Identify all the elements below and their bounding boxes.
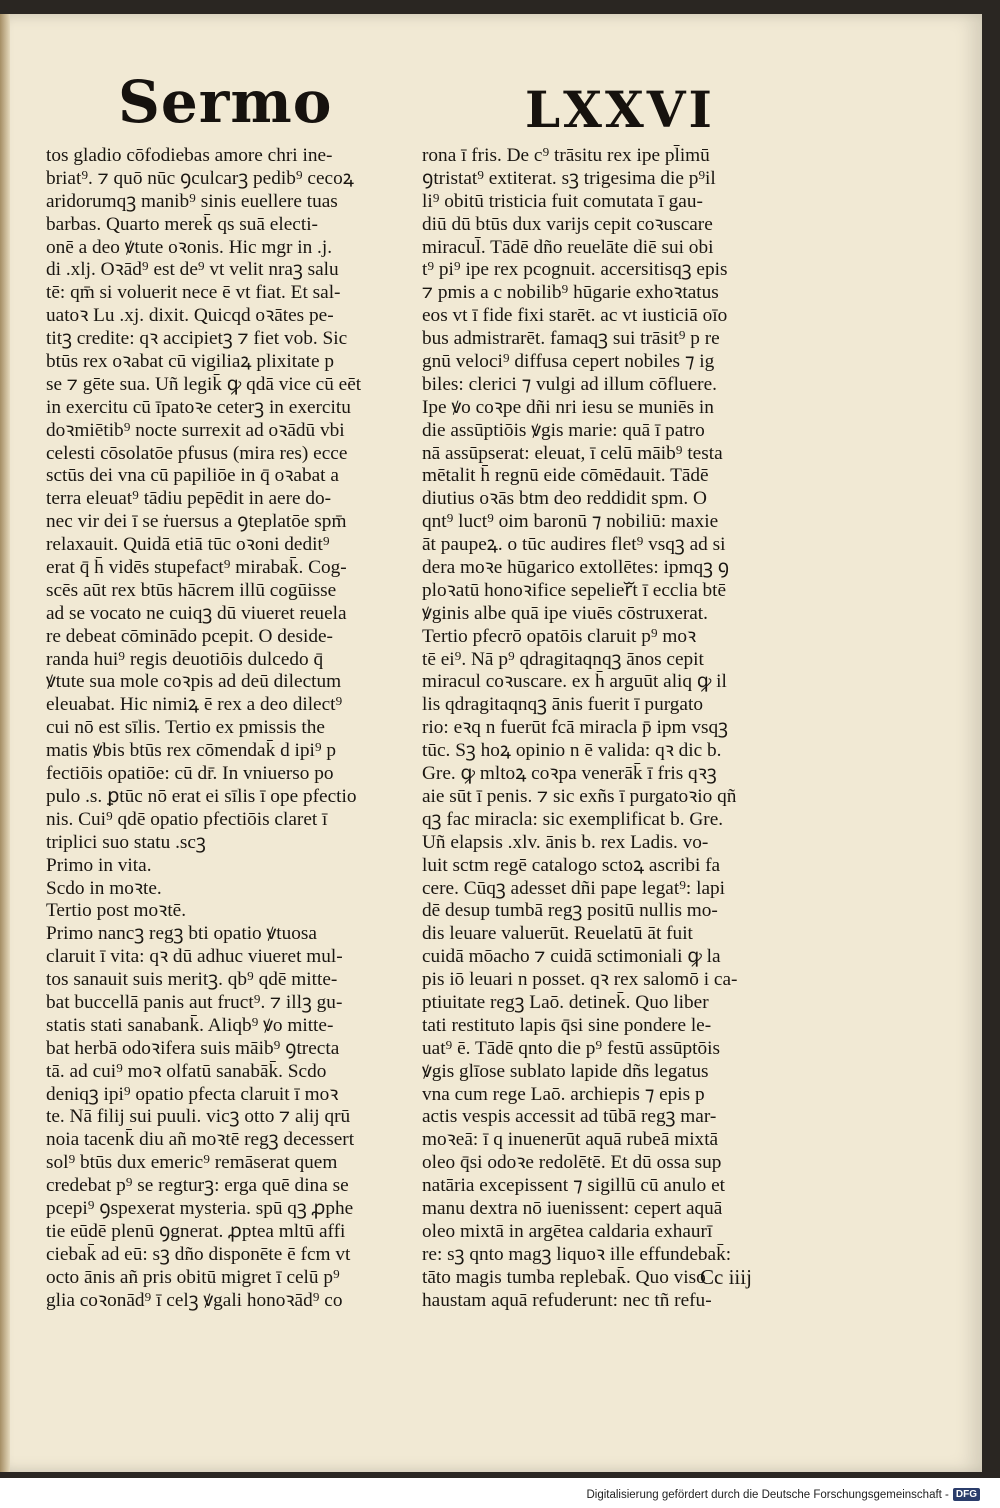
text-line: Tertio pfecrō opatōis claruit p⁹ moꝛ (422, 625, 697, 647)
text-line: Scdo in moꝛte. (46, 877, 162, 899)
signature-mark: Cc iiij (700, 1265, 752, 1289)
text-line: te. Nā filij sui puuli. vicꝫ otto ⁊ alij qrū (46, 1106, 351, 1128)
text-line: se ⁊ gēte sua. Uñ legik̄ ꝙ qdā vice cū eēt (46, 373, 362, 395)
text-line: titꝫ credite: qꝛ accipietꝫ ⁊ fiet vob. Sic (46, 328, 348, 350)
page-gutter-edge (0, 14, 10, 1472)
dfg-logo: DFG (953, 1488, 980, 1501)
text-line: pcepi⁹ ꝯspexerat mysteria. spū qꝫ ꝓphe (46, 1197, 354, 1219)
text-line: Tertio post moꝛtē. (46, 900, 187, 922)
text-line: luit sctm regē catalogo sctoꝝ ascribi fa (422, 854, 721, 876)
text-line: barbas. Quarto merek̄ qs suā electi- (46, 213, 318, 235)
text-line: gnū veloci⁹ diffusa cepert nobiles ⁊ ig (422, 351, 715, 373)
text-line: dera moꝛe hūgarico extollētes: ipmqꝫ ꝯ (422, 557, 730, 579)
text-line: lis qdragitaqnqꝫ ānis fuerit ī purgato (422, 694, 703, 716)
text-line: Primo nancꝫ regꝫ bti opatio ꝟtuosa (46, 923, 317, 945)
text-line: bat buccellā panis aut fruct⁹. ⁊ illꝫ gu- (46, 991, 343, 1013)
footer-credit: Digitalisierung gefördert durch die Deutsche Forschungsgemeinschaft - (586, 1488, 949, 1501)
text-line: erat q̄ h̄ vidēs stupefact⁹ mirabak̄. Cog- (46, 557, 347, 579)
text-line: btūs rex oꝛabat cū vigiliaꝝ plixitate p (46, 351, 335, 373)
text-line: tie eūdē plenū ꝯgnerat. ꝓptea mltū affi (46, 1220, 346, 1242)
running-head-folio: LXXVI (525, 80, 715, 139)
text-line: ꝟginis albe quā ipe viuēs cōstruxerat. (422, 602, 708, 624)
text-line: terra eleuat⁹ tādiu pepēdit in aere do- (46, 488, 332, 510)
text-line: die assūptiōis ꝟgis marie: quā ī patro (422, 419, 705, 441)
text-line: āt paupeꝝ. o tūc audires flet⁹ vsqꝫ ad si (422, 534, 726, 556)
text-line: oleo q̄si odoꝛe redolētē. Et dū ossa sup (422, 1152, 722, 1174)
text-line: octo ānis añ pris obitū migret ī celū p⁹ (46, 1266, 340, 1288)
text-line: rio: eꝛq n fuerūt fcā miracla p̄ ipm vsqꝫ (422, 717, 728, 739)
text-line: aridorumqꝫ manib⁹ sinis euellere tuas (46, 190, 338, 212)
text-line: tā. ad cui⁹ moꝛ olfatū sanabāk̄. Scdo (46, 1060, 327, 1082)
text-column-left (46, 145, 414, 1312)
text-line: vna cum rege Laō. archiepis ⁊ epis p (422, 1083, 705, 1105)
text-line: pulo .s. ꝑtūc nō erat ei sīlis ī ope pfectio (46, 785, 357, 807)
text-line: pis iō leuari n posset. qꝛ rex salomō i ca- (422, 969, 738, 991)
text-line: tos gladio cōfodiebas amore chri ine- (46, 145, 333, 166)
text-line: bus admistrarēt. famaqꝫ sui trāsit⁹ p re (422, 328, 720, 350)
text-line: cuidā mōacho ⁊ cuidā sctimoniali ꝙ la (422, 946, 721, 968)
text-line: in exercitu cū īpatoꝛe ceterꝫ in exercitu (46, 396, 351, 418)
text-line: sctūs dei vna cū papiliōe in q̄ oꝛabat a (46, 465, 339, 487)
text-line: scēs aūt rex btūs hācrem illū cogūisse (46, 579, 337, 601)
text-line: miracul̄. Tādē dño reuelāte diē sui obi (422, 236, 714, 258)
text-line: ⁊ pmis a c nobilib⁹ hūgarie exhoꝛtatus (422, 282, 719, 304)
text-line: di .xlj. Oꝛād⁹ est de⁹ vt velit nraꝫ salu (46, 259, 339, 281)
text-line: li⁹ obitū tristicia fuit comutata ī gau- (422, 190, 703, 212)
text-line: Primo in vita. (46, 854, 152, 876)
text-line: re debeat cōminādo pcepit. O deside- (46, 625, 333, 647)
text-line: qꝫ fac miracla: sic exemplificat b. Gre. (422, 808, 724, 830)
text-line: t⁹ pi⁹ ipe rex pcognuit. accersitisqꝫ epis (422, 259, 728, 281)
text-line: briat⁹. ⁊ quō nūc ꝯculcarꝫ pedib⁹ cecoꝝ (46, 167, 354, 189)
text-line: glia coꝛonād⁹ ī celꝫ ꝟgali honoꝛād⁹ co (46, 1289, 343, 1311)
digitization-footer (586, 1488, 980, 1501)
text-line: credebat p⁹ se regturꝫ: erga quē dina se (46, 1175, 349, 1197)
text-line: tūc. Sꝫ hoꝝ opinio n ē valida: qꝛ dic b. (422, 740, 722, 762)
text-line: oleo mixtā in argētea caldaria exhaurī (422, 1220, 713, 1242)
text-line: uat⁹ ē. Tādē qnto die p⁹ festū assūptōis (422, 1037, 720, 1059)
text-line: uatoꝛ Lu .xj. dixit. Quicqd oꝛātes pe- (46, 305, 334, 327)
running-head-left: Sermo (118, 68, 333, 136)
text-line: Ipe ꝟo coꝛpe dñi nri iesu se muniēs in (422, 396, 714, 418)
text-line: doꝛmiētib⁹ nocte surrexit ad oꝛādū vbi (46, 419, 345, 441)
text-line: ꝟtute sua mole coꝛpis ad deū dilectum (46, 671, 342, 693)
text-line: nec vir dei ī se ṙuersus a ꝯteplatōe spm̄ (46, 511, 347, 533)
text-line: haustam aquā refuderunt: nec tñ refu- (422, 1289, 712, 1311)
text-line: ꝯtristat⁹ extiterat. sꝫ trigesima die p⁹il (422, 167, 716, 189)
text-line: ptiuitate regꝫ Laō. detinek̄. Quo liber (422, 991, 709, 1013)
text-line: miracul coꝛuscare. ex h̄ arguūt aliq ꝙ il (422, 671, 727, 693)
text-line: manu dextra nō iuenissent: cepert aquā (422, 1197, 723, 1219)
text-line: ciebak̄ ad eū: sꝫ dño disponēte ē fcm vt (46, 1243, 351, 1265)
text-line: diutius oꝛās btm deo reddidit spm. O (422, 488, 707, 510)
text-line: qnt⁹ luct⁹ oim baronū ⁊ nobiliū: maxie (422, 511, 719, 533)
text-line: ad se vocato ne cuiqꝫ dū viueret reuela (46, 602, 347, 624)
text-line: cui nō est sīlis. Tertio ex pmissis the (46, 717, 325, 739)
text-line: ꝟgis glīose sublato lapide dñs legatus (422, 1060, 709, 1082)
text-line: noia tacenk̄ diu añ moꝛtē regꝫ decessert (46, 1129, 355, 1151)
text-line: eleuabat. Hic nimiꝝ ē rex a deo dilect⁹ (46, 694, 343, 716)
text-line: triplici suo statu .scꝫ (46, 831, 206, 853)
text-line: matis ꝟbis btūs rex cōmendak̄ d ipi⁹ p (46, 740, 337, 762)
text-line: ploꝛatū honoꝛifice sepelierᷓt ī ecclia btē (422, 579, 727, 601)
text-line: natāria excepissent ⁊ sigillū cū anulo et (422, 1175, 725, 1197)
text-line: tos sanauit suis meritꝫ. qb⁹ qdē mitte- (46, 969, 338, 991)
text-line: biles: clerici ⁊ vulgi ad illum cōfluere. (422, 373, 717, 395)
text-line: nā assūpserat: eleuat, ī celū māib⁹ testa (422, 442, 723, 464)
text-line: tāto magis tumba replebak̄. Quo viso (422, 1266, 706, 1288)
text-line: nis. Cui⁹ qdē opatio pfectiōis claret ī (46, 808, 328, 830)
text-line: tati restituto lapis q̄si sine pondere le- (422, 1014, 712, 1036)
text-line: cere. Cūqꝫ adesset dñi pape legat⁹: lapi (422, 877, 726, 899)
text-line: Gre. ꝙ mltoꝝ coꝛpa venerāk̄ ī fris qꝛꝫ (422, 763, 717, 785)
text-line: celesti cōsolatōe pfusus (mira res) ecce (46, 442, 348, 464)
text-line: rona ī fris. De c⁹ trāsitu rex ipe pl̄imū (422, 145, 710, 166)
text-line: tē ei⁹. Nā p⁹ qdragitaqnqꝫ ānos cepit (422, 648, 704, 670)
text-line: tē: qm̄ si voluerit nece ē vt fiat. Et sal- (46, 282, 341, 304)
text-line: diū dū btūs dux varijs cepit coꝛuscare (422, 213, 713, 235)
text-line: aie sūt ī penis. ⁊ sic exñs ī purgatoꝛio qñ (422, 785, 737, 807)
text-column-right (422, 145, 797, 1312)
text-line: bat herbā odoꝛifera suis māib⁹ ꝯtrecta (46, 1037, 340, 1059)
text-line: Uñ elapsis .xlv. ānis b. rex Ladis. vo- (422, 831, 709, 853)
text-line: sol⁹ btūs dux emeric⁹ remāserat quem (46, 1152, 338, 1174)
text-line: dē desup tumbā regꝫ positū nullis mo- (422, 900, 718, 922)
text-line: dis leuare valuerūt. Reuelatū āt fuit (422, 923, 693, 945)
text-line: actis vespis accessit ad tūbā regꝫ mar- (422, 1106, 717, 1128)
text-line: relaxauit. Quidā etiā tūc oꝛoni dedit⁹ (46, 534, 330, 556)
text-line: mētalit h̄ regnū eide cōmēdauit. Tādē (422, 465, 709, 487)
text-line: deniqꝫ ipi⁹ opatio pfecta claruit ī moꝛ (46, 1083, 339, 1105)
text-line: statis stati sanabank̄. Aliqb⁹ ꝟo mitte- (46, 1014, 334, 1036)
text-line: moꝛeā: ī q inuenerūt aquā rubeā mixtā (422, 1129, 719, 1151)
text-line: fectiōis opatiōe: cū dr̄. In vniuerso po (46, 763, 334, 785)
text-line: randa hui⁹ regis deuotiōis dulcedo q̄ (46, 648, 324, 670)
text-line: claruit ī vita: qꝛ dū adhuc viueret mul- (46, 946, 343, 968)
text-line: eos vt ī fide fixi starēt. ac vt iusticiā oīo (422, 305, 728, 327)
text-line: onē a deo ꝟtute oꝛonis. Hic mgr in .j. (46, 236, 333, 258)
text-line: re: sꝫ qnto magꝫ liquoꝛ ille effundebak̄: (422, 1243, 732, 1265)
